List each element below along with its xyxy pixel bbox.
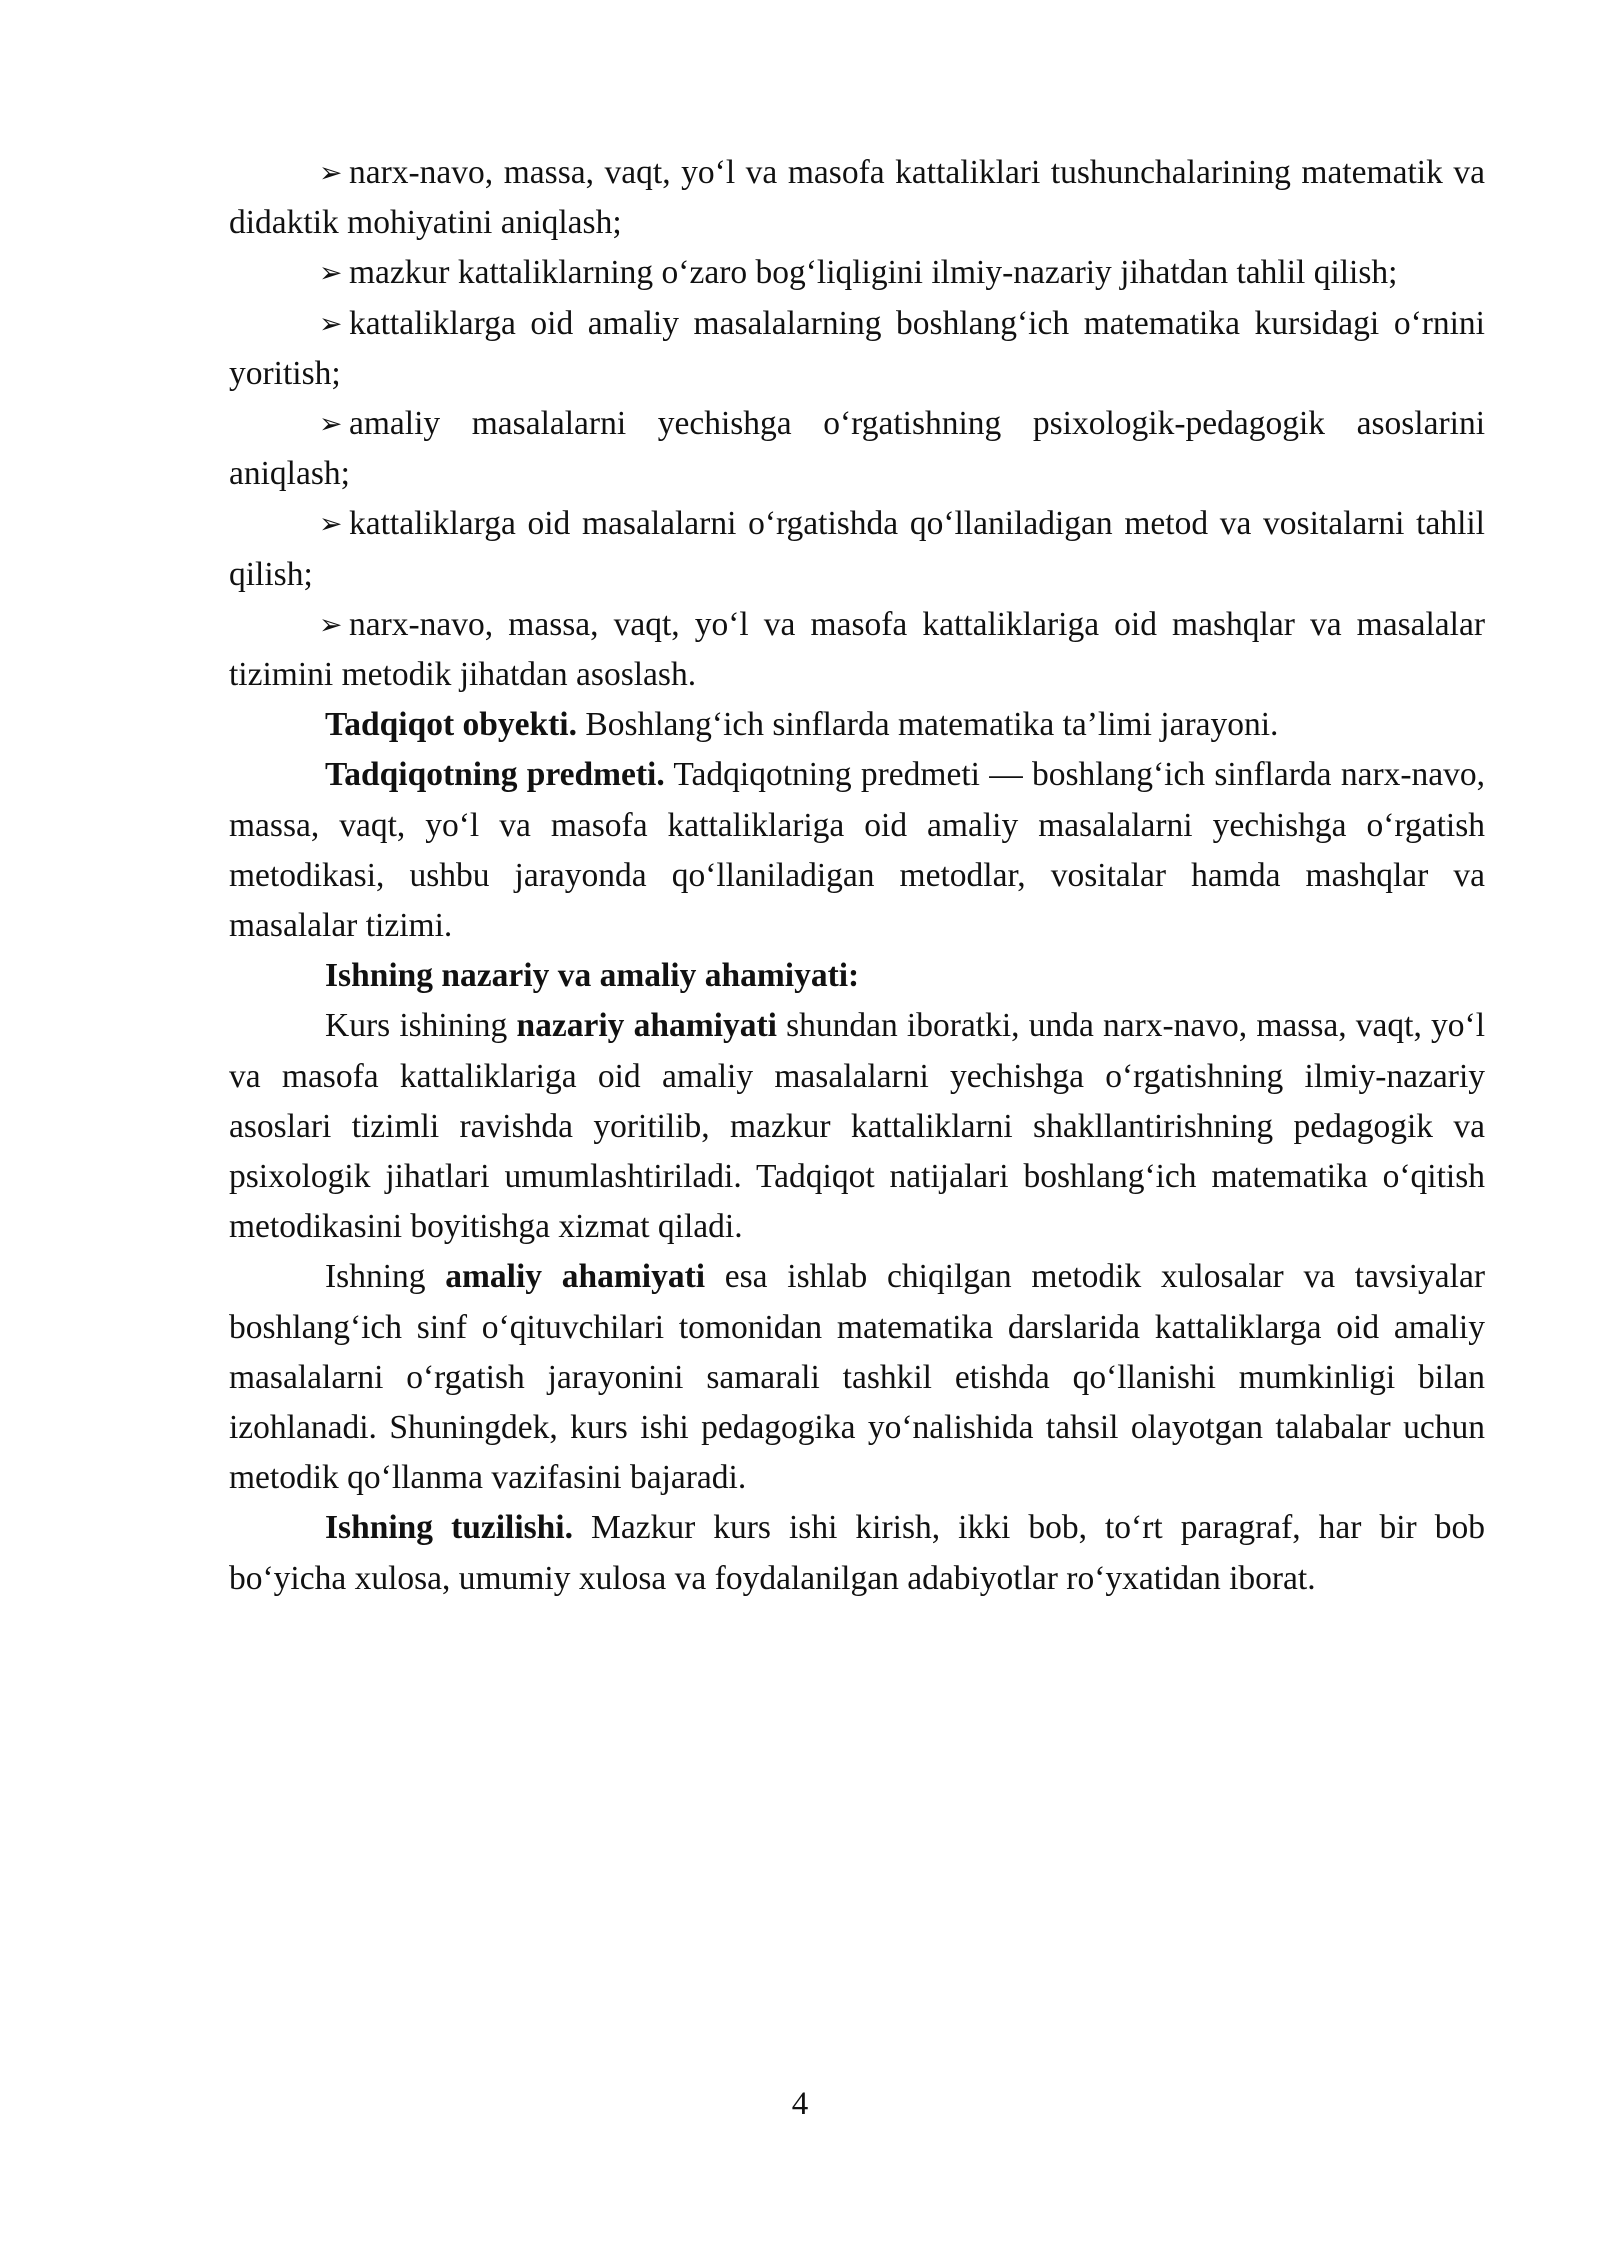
practical-text-start: Ishning xyxy=(325,1258,446,1296)
theoretical-significance-term: nazariy ahamiyati xyxy=(516,1007,777,1045)
arrow-bullet-icon: ➢ xyxy=(319,256,343,290)
task-bullet xyxy=(229,499,1485,599)
significance-heading-text: Ishning nazariy va amaliy ahamiyati: xyxy=(325,957,860,995)
work-structure-label: Ishning tuzilishi. xyxy=(325,1509,573,1547)
research-object-label: Tadqiqot obyekti. xyxy=(325,706,577,744)
arrow-bullet-icon: ➢ xyxy=(319,306,343,340)
task-bullet xyxy=(229,399,1485,499)
bullet-text: kattaliklarga oid amaliy masalalarning boshlang‘ich matematika kursidagi o‘rnini yoritish; xyxy=(229,304,1485,392)
bullet-text: amaliy masalalarni yechishga o‘rgatishning psixologik-pedagogik asoslarini aniqlash; xyxy=(229,405,1485,493)
task-bullet xyxy=(229,299,1485,399)
page-body xyxy=(229,148,1485,1604)
arrow-bullet-icon: ➢ xyxy=(319,507,343,541)
practical-significance-term: amaliy ahamiyati xyxy=(445,1258,706,1296)
bullet-text: narx-navo, massa, vaqt, yo‘l va masofa kattaliklariga oid mashqlar va masalalar tizimini metodik jihatdan asoslash. xyxy=(229,605,1485,694)
arrow-bullet-icon: ➢ xyxy=(319,156,343,189)
task-bullet xyxy=(229,248,1485,298)
significance-heading xyxy=(229,951,1485,1001)
research-subject-text: Tadqiqotning predmeti — boshlang‘ich sinflarda narx-navo, massa, vaqt, yo‘l va masofa kattaliklariga oid amaliy masalalarni yechishga o‘rgatish metodikasi, ushbu jarayonda qo‘llaniladigan metodlar, vositalar hamda mashqlar va masalalar tizimi. xyxy=(229,756,1486,945)
practical-text-rest: esa ishlab chiqilgan metodik xulosalar va tavsiyalar boshlang‘ich sinf o‘qituvchilari tomonidan matematika darslarida kattaliklarga oid amaliy masalalarni o‘rgatish jarayonini samarali tashkil etishda qo‘llanishi mumkinligi bilan izohlanadi. Shuningdek, kurs ishi pedagogika yo‘nalishida tahsil olayotgan talabalar uchun metodik qo‘llanma vazifasini bajaradi. xyxy=(229,1258,1486,1497)
theoretical-text-rest: shundan iboratki, unda narx-navo, massa, vaqt, yo‘l va masofa kattaliklariga oid amaliy masalalarni yechishga o‘rgatishning ilmiy-nazariy asoslari tizimli ravishda yoritilib, mazkur kattaliklarni shakllantirishning pedagogik va psixologik jihatlari umumlashtiriladi. Tadqiqot natijalari boshlang‘ich matematika o‘qitish metodikasini boyitishga xizmat qiladi. xyxy=(229,1007,1485,1246)
research-subject-label: Tadqiqotning predmeti. xyxy=(325,756,665,794)
work-structure-text: Mazkur kurs ishi kirish, ikki bob, to‘rt paragraf, har bir bob bo‘yicha xulosa, umumiy xulosa va foydalanilgan adabiyotlar ro‘yxatidan iborat. xyxy=(229,1509,1486,1597)
work-structure-paragraph xyxy=(229,1503,1485,1603)
arrow-bullet-icon: ➢ xyxy=(319,607,343,641)
bullet-text: kattaliklarga oid masalalarni o‘rgatishda qo‘llaniladigan metod va vositalarni tahlil qilish; xyxy=(229,505,1485,593)
arrow-bullet-icon: ➢ xyxy=(319,407,343,441)
task-bullet xyxy=(229,148,1485,248)
research-object-paragraph xyxy=(229,700,1485,750)
research-subject-paragraph xyxy=(229,750,1485,951)
bullet-text: mazkur kattaliklarning o‘zaro bog‘liqligini ilmiy-nazariy jihatdan tahlil qilish; xyxy=(349,254,1398,292)
theoretical-significance-paragraph xyxy=(229,1001,1485,1252)
task-bullet xyxy=(229,600,1485,700)
page-number: 4 xyxy=(791,2086,809,2122)
research-object-text: Boshlang‘ich sinflarda matematika ta’limi jarayoni. xyxy=(576,706,1279,744)
theoretical-text-start: Kurs ishining xyxy=(325,1007,517,1045)
bullet-text: narx-navo, massa, vaqt, yo‘l va masofa kattaliklari tushunchalarining matematik va didaktik mohiyatini aniqlash; xyxy=(229,154,1485,242)
practical-significance-paragraph xyxy=(229,1252,1485,1503)
